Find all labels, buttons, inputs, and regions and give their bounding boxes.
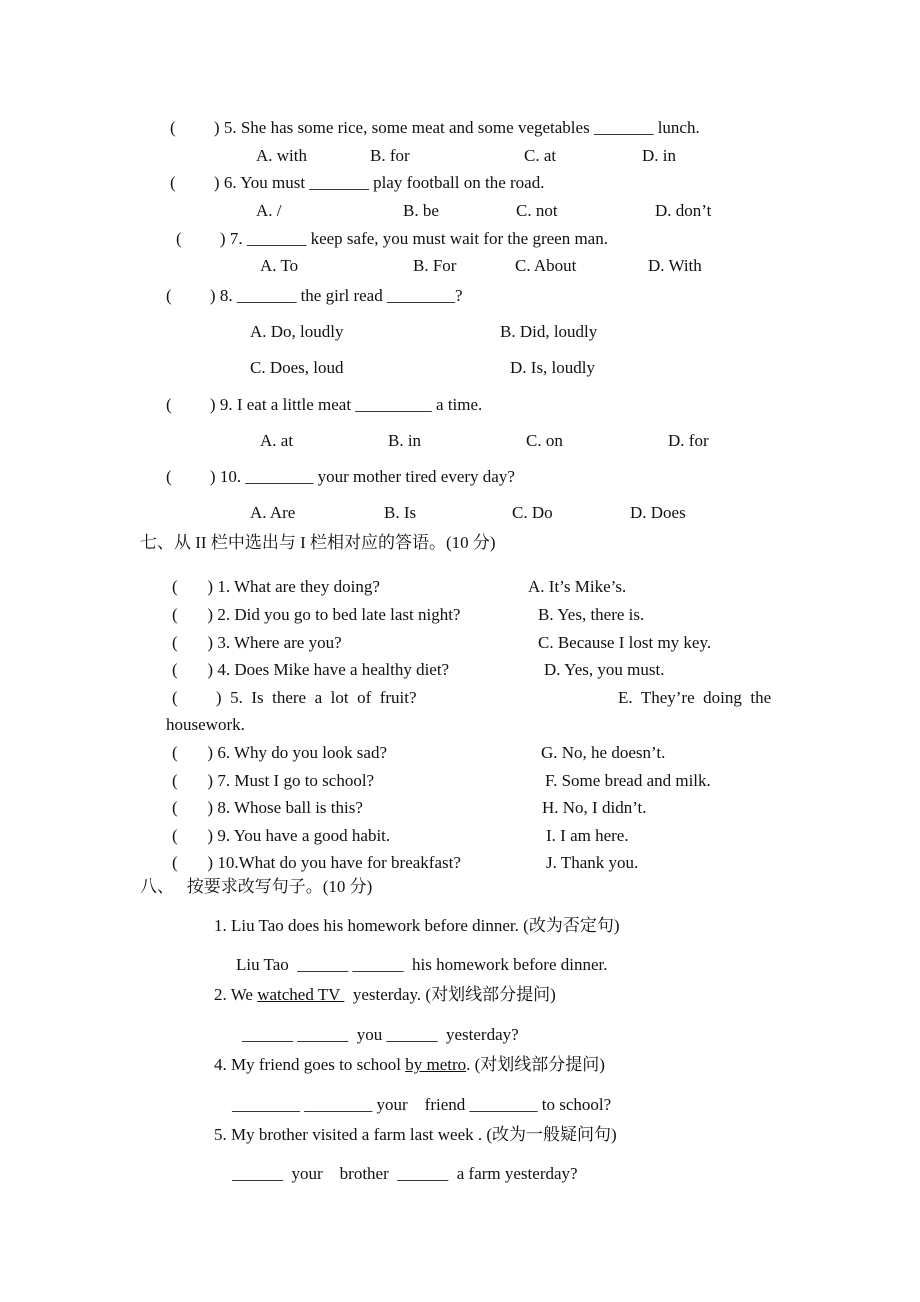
q7-option-b: B. For xyxy=(413,256,457,275)
q8-option-a: A. Do, loudly xyxy=(250,322,344,341)
match-question: ( ) 1. What are they doing? xyxy=(172,577,380,596)
underlined-phrase: watched TV xyxy=(257,985,345,1004)
match-question: ( ) 2. Did you go to bed late last night? xyxy=(172,605,461,624)
rewrite-5-sentence: 5. My brother visited a farm last week . (改为一般疑问句) xyxy=(214,1125,617,1144)
q8-option-b: B. Did, loudly xyxy=(500,322,598,341)
q8-option-c: C. Does, loud xyxy=(250,358,344,377)
q5-option-a: A. with xyxy=(256,146,307,165)
q9-option-c: C. on xyxy=(526,431,563,450)
match-answer: I. I am here. xyxy=(546,826,629,845)
underlined-phrase: by metro xyxy=(405,1055,467,1074)
match-question: ( ) 3. Where are you? xyxy=(172,633,342,652)
section-8-heading: 八、 按要求改写句子。(10 分) xyxy=(140,877,373,896)
match-question: ( ) 4. Does Mike have a healthy diet? xyxy=(172,660,450,679)
match-answer: A. It’s Mike’s. xyxy=(528,577,627,596)
rewrite-4-answer: ________ ________ your friend ________ to school? xyxy=(232,1095,612,1114)
q10-option-c: C. Do xyxy=(512,503,553,522)
section-7-heading: 七、从 II 栏中选出与 I 栏相对应的答语。(10 分) xyxy=(140,533,496,552)
q9-stem: ( ) 9. I eat a little meat _________ a time. xyxy=(166,395,483,414)
rewrite-2-sentence: 2. We watched TV yesterday. (对划线部分提问) xyxy=(214,985,556,1004)
q7-option-d: D. With xyxy=(648,256,702,275)
match-answer: G. No, he doesn’t. xyxy=(541,743,666,762)
rewrite-4-sentence: 4. My friend goes to school by metro. (对划线部分提问) xyxy=(214,1055,605,1074)
q9-option-a: A. at xyxy=(260,431,294,450)
match-answer: D. Yes, you must. xyxy=(544,660,665,679)
q6-stem: ( ) 6. You must _______ play football on the road. xyxy=(170,173,545,192)
q7-option-c: C. About xyxy=(515,256,577,275)
match-question: ( ) 6. Why do you look sad? xyxy=(172,743,387,762)
q7-option-a: A. To xyxy=(260,256,299,275)
q10-option-d: D. Does xyxy=(630,503,686,522)
match-answer: B. Yes, there is. xyxy=(538,605,645,624)
q7-stem: ( ) 7. _______ keep safe, you must wait for the green man. xyxy=(176,229,608,248)
rewrite-2-answer: ______ ______ you ______ yesterday? xyxy=(242,1025,519,1044)
match-question: ( ) 8. Whose ball is this? xyxy=(172,798,363,817)
q5-option-d: D. in xyxy=(642,146,676,165)
match-answer: J. Thank you. xyxy=(546,853,639,872)
rewrite-1-sentence: 1. Liu Tao does his homework before dinner. (改为否定句) xyxy=(214,916,620,935)
q5-option-c: C. at xyxy=(524,146,557,165)
q6-option-a: A. / xyxy=(256,201,282,220)
rewrite-1-answer: Liu Tao ______ ______ his homework before dinner. xyxy=(236,955,608,974)
q10-option-b: B. Is xyxy=(384,503,417,522)
match-answer: E. They’re doing the xyxy=(618,688,772,707)
q5-stem: ( ) 5. She has some rice, some meat and some vegetables _______ lunch. xyxy=(170,118,700,137)
rewrite-5-answer: ______ your brother ______ a farm yesterday? xyxy=(232,1164,578,1183)
match-question-continued: housework. xyxy=(166,715,245,734)
match-answer: H. No, I didn’t. xyxy=(542,798,647,817)
q9-option-d: D. for xyxy=(668,431,709,450)
match-question: ( ) 5. Is there a lot of fruit? xyxy=(172,688,417,707)
match-answer: F. Some bread and milk. xyxy=(545,771,711,790)
match-question: ( ) 9. You have a good habit. xyxy=(172,826,391,845)
match-question: ( ) 7. Must I go to school? xyxy=(172,771,375,790)
q6-option-d: D. don’t xyxy=(655,201,712,220)
match-question: ( ) 10.What do you have for breakfast? xyxy=(172,853,461,872)
q8-option-d: D. Is, loudly xyxy=(510,358,595,377)
q6-option-b: B. be xyxy=(403,201,439,220)
q8-stem: ( ) 8. _______ the girl read ________? xyxy=(166,286,463,305)
match-answer: C. Because I lost my key. xyxy=(538,633,712,652)
q10-option-a: A. Are xyxy=(250,503,296,522)
q9-option-b: B. in xyxy=(388,431,422,450)
q6-option-c: C. not xyxy=(516,201,558,220)
q10-stem: ( ) 10. ________ your mother tired every day? xyxy=(166,467,515,486)
q5-option-b: B. for xyxy=(370,146,410,165)
